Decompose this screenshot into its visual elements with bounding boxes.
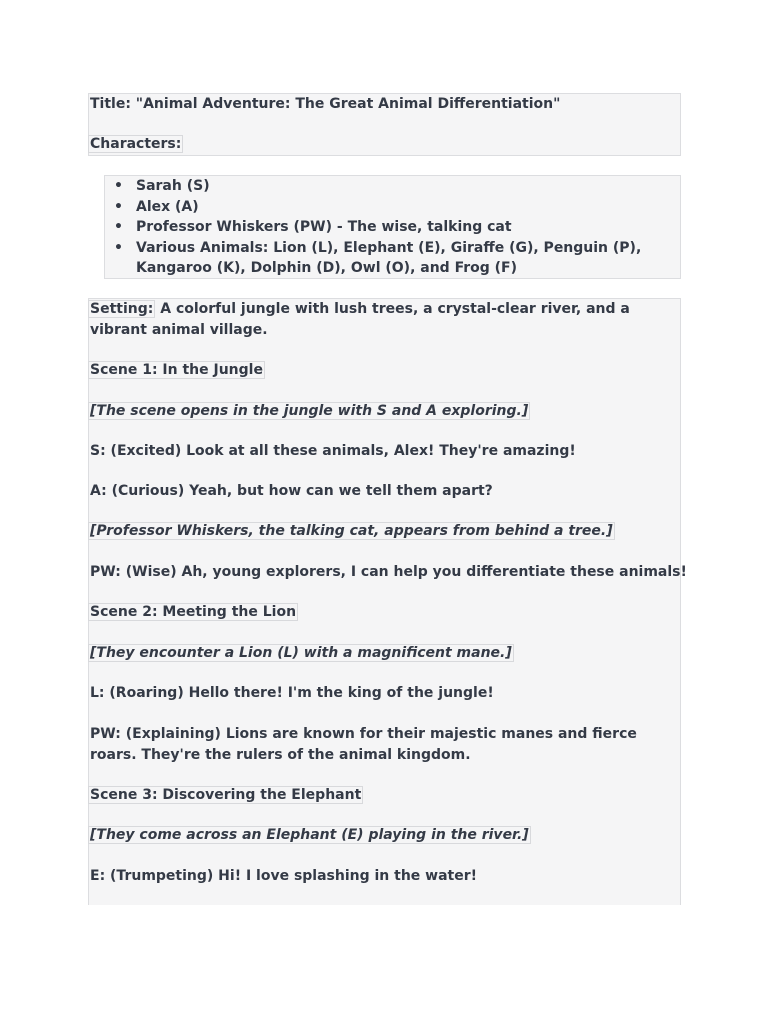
list-item bbox=[110, 238, 670, 279]
scene-heading: Scene 3: Discovering the Elephant bbox=[90, 787, 362, 803]
stage-direction: [They encounter a Lion (L) with a magnificent mane.] bbox=[90, 645, 512, 661]
document-title: Title: "Animal Adventure: The Great Animal Differentiation" bbox=[90, 96, 561, 112]
list-item bbox=[110, 217, 670, 238]
dialogue-line: A: (Curious) Yeah, but how can we tell them apart? bbox=[90, 483, 493, 499]
characters-heading: Characters: bbox=[90, 136, 182, 152]
scene3-heading-wrap bbox=[90, 785, 363, 805]
character-name: Alex (A) bbox=[136, 198, 199, 215]
bullet-icon: • bbox=[114, 198, 123, 215]
list-item bbox=[110, 197, 670, 218]
scene1-direction1-wrap bbox=[90, 401, 530, 421]
dialogue-line: S: (Excited) Look at all these animals, Alex! They're amazing! bbox=[90, 443, 576, 459]
character-name: Sarah (S) bbox=[136, 178, 210, 194]
scene1-direction2-wrap bbox=[90, 521, 615, 541]
scene-heading: Scene 2: Meeting the Lion bbox=[90, 604, 297, 620]
scene1-heading-wrap bbox=[90, 360, 265, 380]
setting-paragraph bbox=[90, 299, 675, 341]
scene3-direction-wrap bbox=[90, 825, 531, 845]
dialogue-line: PW: (Wise) Ah, young explorers, I can help you differentiate these animals! bbox=[90, 564, 687, 580]
dialogue-line: L: (Roaring) Hello there! I'm the king of the jungle! bbox=[90, 685, 494, 701]
scene-heading: Scene 1: In the Jungle bbox=[90, 362, 263, 378]
stage-direction: [They come across an Elephant (E) playing in the river.] bbox=[90, 827, 529, 843]
setting-text: A colorful jungle with lush trees, a crystal-clear river, and a vibrant animal village. bbox=[90, 301, 630, 338]
characters-heading-wrap bbox=[90, 134, 183, 154]
bullet-icon: • bbox=[114, 219, 123, 235]
dialogue-line: E: (Trumpeting) Hi! I love splashing in the water! bbox=[90, 868, 478, 884]
bullet-icon: • bbox=[114, 178, 123, 194]
list-item bbox=[110, 176, 670, 197]
scene2-heading-wrap bbox=[90, 602, 298, 622]
dialogue-line: PW: (Explaining) Lions are known for their majestic manes and fierce roars. They're the rulers of the animal kingdom. bbox=[90, 726, 637, 763]
characters-list bbox=[110, 176, 670, 279]
stage-direction: [Professor Whiskers, the talking cat, appears from behind a tree.] bbox=[90, 523, 613, 539]
setting-label: Setting: bbox=[90, 301, 154, 317]
character-name: Professor Whiskers (PW) - The wise, talking cat bbox=[136, 219, 512, 235]
scene2-direction-wrap bbox=[90, 643, 514, 663]
bullet-icon: • bbox=[114, 239, 123, 256]
stage-direction: [The scene opens in the jungle with S and A exploring.] bbox=[90, 403, 529, 419]
character-name: Various Animals: Lion (L), Elephant (E), Giraffe (G), Penguin (P), Kangaroo (K), Dolphin (D), Owl (O), and Frog (F) bbox=[136, 239, 642, 276]
